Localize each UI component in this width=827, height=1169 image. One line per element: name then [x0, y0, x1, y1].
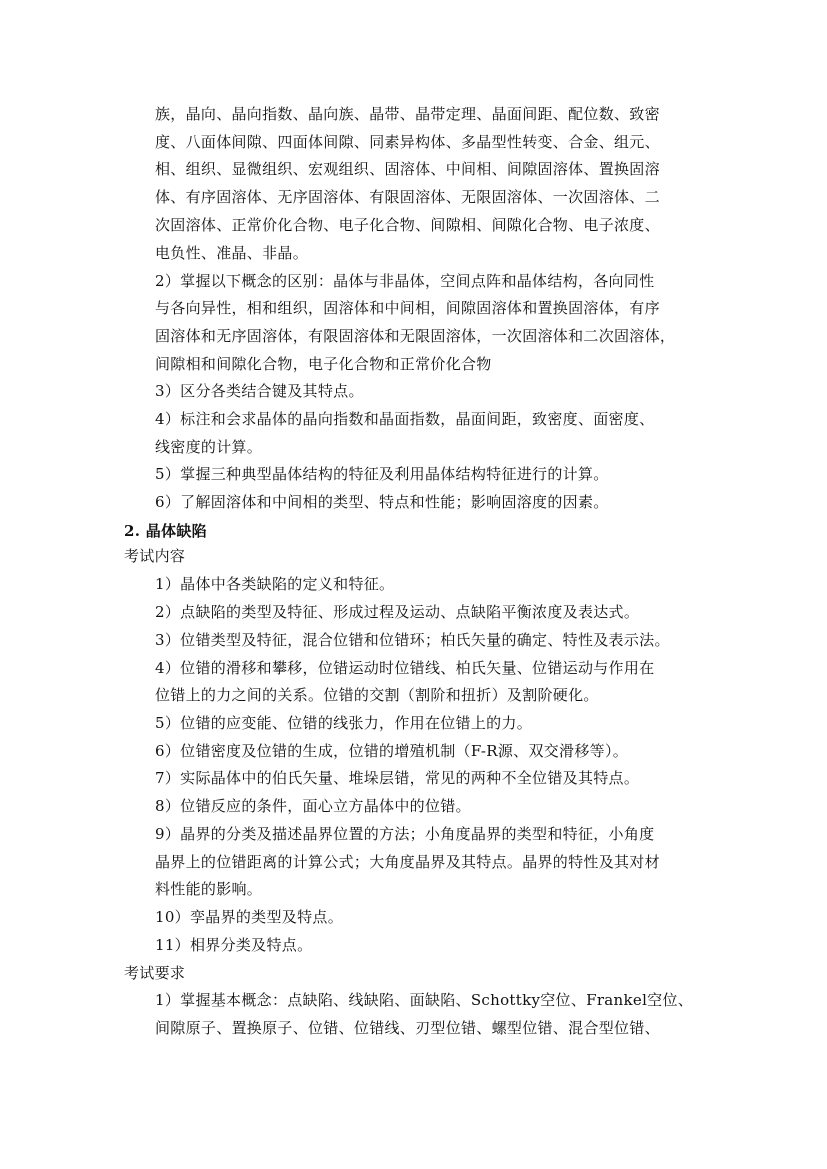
- requirement-item-line: 2）掌握以下概念的区别：晶体与非晶体，空间点阵和晶体结构，各向同性: [155, 272, 655, 290]
- content-label: 考试内容: [124, 547, 186, 565]
- requirement-item-line: 线密度的计算。: [155, 438, 263, 456]
- requirement-item-line: 5）掌握三种典型晶体结构的特征及利用晶体结构特征进行的计算。: [155, 465, 609, 483]
- requirement-item-line: 6）了解固溶体和中间相的类型、特点和性能；影响固溶度的因素。: [155, 493, 609, 511]
- content-item-line: 11）相界分类及特点。: [155, 936, 313, 954]
- requirement-item-line: 间隙相和间隙化合物，电子化合物和正常价化合物: [155, 355, 492, 373]
- content-item-line: 1）晶体中各类缺陷的定义和特征。: [155, 575, 395, 593]
- requirement-item-line: 1）掌握基本概念：点缺陷、线缺陷、面缺陷、Schottky空位、Frankel空位、: [155, 991, 694, 1009]
- requirement-item-line: 4）标注和会求晶体的晶向指数和晶面指数，晶面间距，致密度、面密度、: [155, 410, 655, 428]
- content-item-line: 位错上的力之间的关系。位错的交割（割阶和扭折）及割阶硬化。: [155, 686, 599, 704]
- requirement-item-line: 间隙原子、置换原子、位错、位错线、刃型位错、螺型位错、混合型位错、: [155, 1019, 660, 1037]
- content-item-line: 10）孪晶界的类型及特点。: [155, 908, 343, 926]
- terms-line: 体、有序固溶体、无序固溶体、有限固溶体、无限固溶体、一次固溶体、二: [155, 188, 660, 206]
- terms-line: 次固溶体、正常价化合物、电子化合物、间隙相、间隙化合物、电子浓度、: [155, 216, 660, 234]
- content-item-line: 6）位错密度及位错的生成，位错的增殖机制（F-R源、双交滑移等）。: [155, 742, 629, 760]
- requirement-item-line: 3）区分各类结合键及其特点。: [155, 382, 364, 400]
- content-item-line: 2）点缺陷的类型及特征、形成过程及运动、点缺陷平衡浓度及表达式。: [155, 603, 640, 621]
- terms-line: 族，晶向、晶向指数、晶向族、晶带、晶带定理、晶面间距、配位数、致密: [155, 105, 660, 123]
- content-item-line: 8）位错反应的条件，面心立方晶体中的位错。: [155, 797, 471, 815]
- requirement-item-line: 与各向异性，相和组织，固溶体和中间相，间隙固溶体和置换固溶体，有序: [155, 299, 660, 317]
- content-item-line: 料性能的影响。: [155, 880, 263, 898]
- content-item-line: 晶界上的位错距离的计算公式；大角度晶界及其特点。晶界的特性及其对材: [155, 853, 660, 871]
- content-item-line: 7）实际晶体中的伯氏矢量、堆垛层错，常见的两种不全位错及其特点。: [155, 769, 640, 787]
- section-heading: 2. 晶体缺陷: [124, 522, 207, 540]
- terms-line: 相、组织、显微组织、宏观组织、固溶体、中间相、间隙固溶体、置换固溶: [155, 160, 660, 178]
- content-item-line: 5）位错的应变能、位错的线张力，作用在位错上的力。: [155, 714, 533, 732]
- content-item-line: 9）晶界的分类及描述晶界位置的方法；小角度晶界的类型和特征，小角度: [155, 825, 655, 843]
- terms-line: 电负性、准晶、非晶。: [155, 244, 309, 262]
- requirements-label: 考试要求: [124, 964, 186, 982]
- terms-line: 度、八面体间隙、四面体间隙、同素异构体、多晶型性转变、合金、组元、: [155, 133, 660, 151]
- requirement-item-line: 固溶体和无序固溶体，有限固溶体和无限固溶体，一次固溶体和二次固溶体，: [155, 327, 676, 345]
- content-item-line: 3）位错类型及特征，混合位错和位错环；柏氏矢量的确定、特性及表示法。: [155, 631, 670, 649]
- content-item-line: 4）位错的滑移和攀移，位错运动时位错线、柏氏矢量、位错运动与作用在: [155, 659, 655, 677]
